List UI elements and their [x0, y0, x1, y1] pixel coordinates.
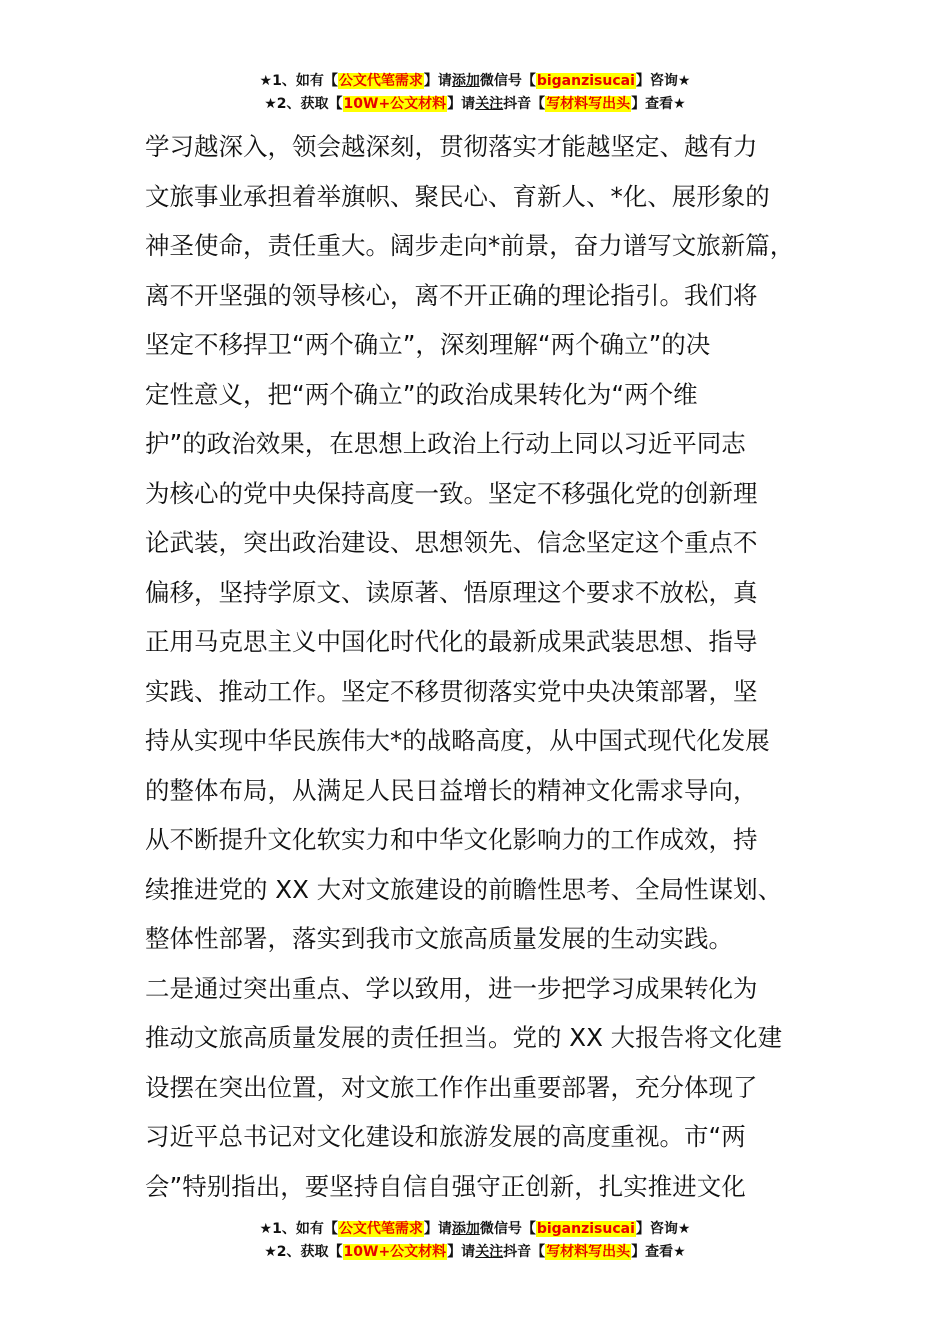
- banner-underlined-text: 添加: [451, 1221, 480, 1237]
- banner-line-2: [0, 1241, 950, 1264]
- body-line: 正用马克思主义中国化时代化的最新成果武装思想、指导: [145, 627, 758, 656]
- highlight-materials: 10W+公文材料: [343, 1244, 447, 1260]
- banner-text: 】请: [447, 1244, 476, 1260]
- body-line: 会”特别指出，要坚持自信自强守正创新，扎实推进文化: [145, 1171, 746, 1201]
- body-line: 实践、推动工作。坚定不移贯彻落实党中央决策部署，坚: [145, 676, 758, 706]
- banner-text: ★2、获取【: [264, 96, 343, 112]
- banner-text: ★1、如有【: [259, 1221, 338, 1237]
- highlight-douyin-account: 写材料写出头: [546, 1244, 631, 1260]
- body-line: 论武装，突出政治建设、思想领先、信念坚定这个重点不: [145, 528, 758, 557]
- body-line: 持从实现中华民族伟大*的战略高度，从中国式现代化发展: [145, 726, 770, 755]
- body-line: 整体性部署，落实到我市文旅高质量发展的生动实践。: [145, 924, 733, 953]
- body-line: 习近平总书记对文化建设和旅游发展的高度重视。市“两: [145, 1122, 746, 1151]
- banner-text: ★2、获取【: [264, 1244, 343, 1260]
- body-line: 的整体布局，从满足人民日益增长的精神文化需求导向，: [145, 775, 758, 805]
- header-banner: [0, 70, 950, 116]
- banner-line-2: [0, 93, 950, 116]
- footer-banner: [0, 1218, 950, 1264]
- banner-underlined-text: 关注: [475, 96, 504, 112]
- banner-underlined-text: 添加: [451, 73, 480, 89]
- highlight-wechat-id: biganzisucai: [536, 73, 635, 89]
- banner-text: 微信号【: [479, 73, 536, 89]
- body-line: 坚定不移捍卫“两个确立”，深刻理解“两个确立”的决: [145, 330, 711, 359]
- highlight-douyin-account: 写材料写出头: [546, 96, 631, 112]
- banner-text: ★1、如有【: [259, 73, 338, 89]
- banner-text: 】咨询★: [635, 1221, 691, 1237]
- highlight-materials: 10W+公文材料: [343, 96, 447, 112]
- body-line: 从不断提升文化软实力和中华文化影响力的工作成效，持: [145, 825, 758, 854]
- banner-text: 】请: [447, 96, 476, 112]
- body-line: 偏移，坚持学原文、读原著、悟原理这个要求不放松，真: [145, 577, 758, 607]
- document-body: [145, 122, 825, 1211]
- banner-text: 抖音【: [503, 1244, 546, 1260]
- body-line: 定性意义，把“两个确立”的政治成果转化为“两个维: [145, 379, 698, 409]
- banner-line-1: [0, 70, 950, 93]
- body-line: 离不开坚强的领导核心，离不开正确的理论指引。我们将: [145, 280, 758, 310]
- banner-text: 】咨询★: [635, 73, 691, 89]
- body-line: 文旅事业承担着举旗帜、聚民心、育新人、*化、展形象的: [145, 181, 770, 211]
- body-line: 设摆在突出位置，对文旅工作作出重要部署，充分体现了: [145, 1072, 758, 1102]
- highlight-service: 公文代笔需求: [338, 73, 423, 89]
- banner-line-1: [0, 1218, 950, 1241]
- banner-underlined-text: 关注: [475, 1244, 504, 1260]
- banner-text: 微信号【: [479, 1221, 536, 1237]
- body-line: 神圣使命，责任重大。阔步走向*前景，奋力谱写文旅新篇，: [145, 231, 795, 260]
- banner-text: 】请: [423, 73, 452, 89]
- body-line: 护”的政治效果，在思想上政治上行动上同以习近平同志: [145, 429, 746, 458]
- body-line: 为核心的党中央保持高度一致。坚定不移强化党的创新理: [145, 478, 758, 508]
- banner-text: 抖音【: [503, 96, 546, 112]
- highlight-service: 公文代笔需求: [338, 1221, 423, 1237]
- body-line: 学习越深入，领会越深刻，贯彻落实才能越坚定、越有力: [145, 132, 758, 161]
- banner-text: 】查看★: [631, 96, 686, 112]
- highlight-wechat-id: biganzisucai: [536, 1221, 635, 1237]
- banner-text: 】请: [423, 1221, 452, 1237]
- banner-text: 】查看★: [631, 1244, 686, 1260]
- body-line: 二是通过突出重点、学以致用，进一步把学习成果转化为: [145, 973, 758, 1003]
- body-line: 推动文旅高质量发展的责任担当。党的 XX 大报告将文化建: [145, 1023, 783, 1052]
- body-line: 续推进党的 XX 大对文旅建设的前瞻性思考、全局性谋划、: [145, 874, 783, 904]
